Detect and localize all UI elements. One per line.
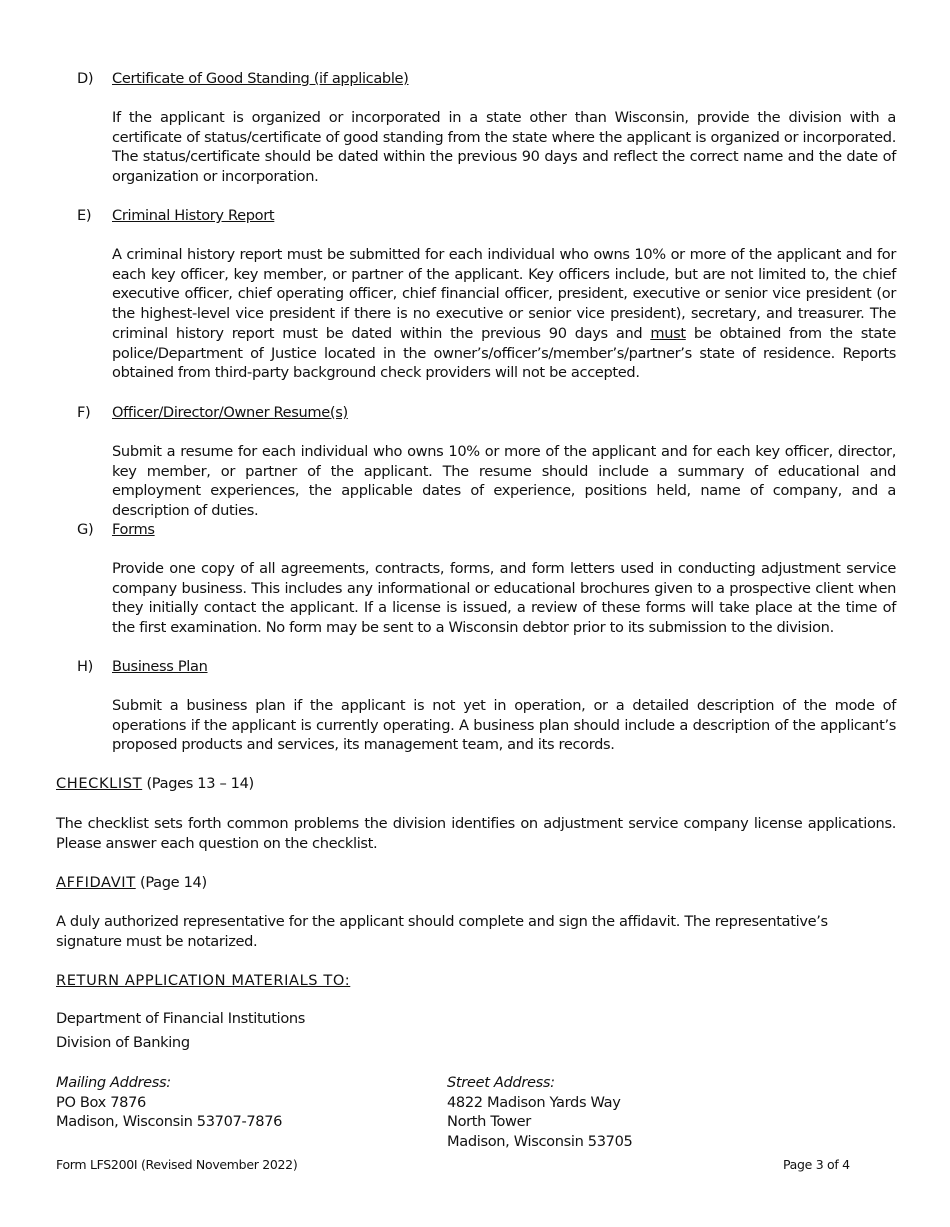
affidavit-pages: (Page 14) — [140, 874, 207, 891]
checklist-body: The checklist sets forth common problems the division identifies on adjustment service company license applications. Please answer each question on the checklist. — [56, 815, 896, 852]
section-d-letter: D) — [77, 70, 94, 87]
section-e-title: Criminal History Report — [112, 207, 275, 224]
section-d-body: If the applicant is organized or incorporated in a state other than Wisconsin, provide the division with a certificate of status/certificate of good standing from the state where the applicant is organized or incorporated. The status/certificate should be dated within the previous 90 days and reflect the correct name and the date of organization or incorporation. — [112, 109, 896, 186]
section-e-body-emphasis: must — [650, 324, 686, 342]
affidavit-heading — [56, 873, 207, 893]
checklist-pages: (Pages 13 – 14) — [146, 775, 254, 792]
section-e-body-part1: A criminal history report must be submitted for each individual who owns 10% or more of the applicant and for each key officer, key member, or partner of the applicant. Key officers include, but are not limited to, the chief executive officer, chief operating officer, chief financial officer, president, executive or senior vice president (or the highest-level vice president if there is no executive or senior vice president), secretary, and treasurer. The criminal history report must be dated within the previous 90 days and — [112, 246, 896, 342]
footer-page-number: Page 3 of 4 — [783, 1157, 850, 1172]
section-h-letter: H) — [77, 658, 93, 675]
street-address-line2: North Tower — [447, 1113, 531, 1131]
affidavit-title: AFFIDAVIT — [56, 874, 136, 891]
street-address-line1: 4822 Madison Yards Way — [447, 1093, 621, 1111]
mailing-address-label: Mailing Address: — [56, 1074, 171, 1091]
checklist-title: CHECKLIST — [56, 775, 143, 792]
section-h-title: Business Plan — [112, 658, 208, 675]
mailing-address — [56, 1073, 282, 1132]
section-g-letter: G) — [77, 521, 94, 538]
section-f-body: Submit a resume for each individual who owns 10% or more of the applicant and for each key officer, director, key member, or partner of the applicant. The resume should include a summary of educational and employment experiences, the applicable dates of experience, positions held, name of company, and a description of duties. — [112, 443, 896, 520]
checklist-heading — [56, 774, 254, 794]
section-e-body — [112, 245, 896, 383]
return-heading — [56, 971, 350, 991]
section-g-body: Provide one copy of all agreements, contracts, forms, and form letters used in conducting adjustment service company business. This includes any informational or educational brochures given to a prospective client when they initially contact the applicant. If a license is issued, a review of these forms will take place at the time of the first examination. No form may be sent to a Wisconsin debtor prior to its submission to the division. — [112, 560, 896, 637]
section-f-letter: F) — [77, 404, 91, 421]
street-address-line3: Madison, Wisconsin 53705 — [447, 1133, 633, 1151]
mailing-address-line1: PO Box 7876 — [56, 1093, 146, 1111]
section-d-title: Certificate of Good Standing (if applicable) — [112, 70, 409, 87]
street-address — [447, 1073, 632, 1152]
affidavit-body: A duly authorized representative for the applicant should complete and sign the affidavit. The representative’s signature must be notarized. — [56, 913, 828, 950]
section-e-letter: E) — [77, 207, 92, 224]
return-title: RETURN APPLICATION MATERIALS TO: — [56, 972, 351, 989]
return-department: Department of Financial Institutions — [56, 1010, 306, 1027]
section-h-body: Submit a business plan if the applicant is not yet in operation, or a detailed description of the mode of operations if the applicant is currently operating. A business plan should include a description of the applicant’s proposed products and services, its management team, and its records. — [112, 697, 896, 754]
street-address-label: Street Address: — [447, 1074, 555, 1091]
footer-form-id: Form LFS200I (Revised November 2022) — [56, 1157, 298, 1172]
section-e-body-part2: be obtained from the state police/Department of Justice located in the owner’s/officer’s/member’s/partner’s state of residence. Reports obtained from third-party background check providers will not be accepted. — [112, 324, 896, 382]
section-g-title: Forms — [112, 521, 155, 538]
mailing-address-line2: Madison, Wisconsin 53707-7876 — [56, 1113, 283, 1131]
return-division: Division of Banking — [56, 1034, 190, 1051]
section-f-title: Officer/Director/Owner Resume(s) — [112, 404, 348, 421]
